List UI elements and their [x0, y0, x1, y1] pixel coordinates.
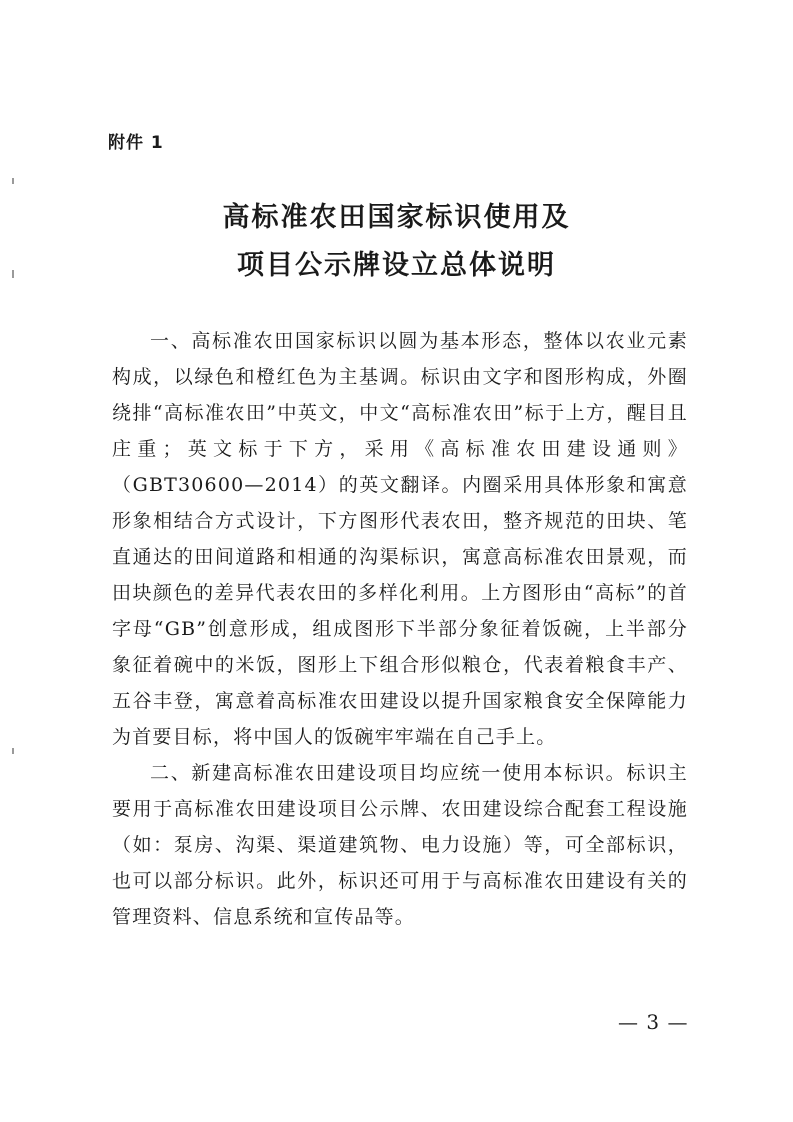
- document-body: [112, 323, 688, 935]
- document-title-line-1: 高标准农田国家标识使用及: [222, 202, 571, 233]
- paragraph-2: 二、新建高标准农田建设项目均应统一使用本标识。标识主要用于高标准农田建设项目公示牌、农田建设综合配套工程设施（如：泵房、沟渠、渠道建筑物、电力设施）等，可全部标识，也可以部分标识。此外，标识还可用于与高标准农田建设有关的管理资料、信息系统和宣传品等。: [112, 762, 688, 928]
- scan-artifact: [12, 748, 14, 754]
- attachment-label: 附件 1: [108, 133, 164, 153]
- document-title-line-2: 项目公示牌设立总体说明: [237, 250, 556, 281]
- paragraph-1: 一、高标准农田国家标识以圆为基本形态，整体以农业元素构成，以绿色和橙红色为主基调。标识由文字和图形构成，外圈绕排“高标准农田”中英文，中文“高标准农田”标于上方，醒目且庄重；英文标于下方，采用《高标准农田建设通则》（GBT30600—2014）的英文翻译。内圈采用具体形象和寓意形象相结合方式设计，下方图形代表农田，整齐规范的田块、笔直通达的田间道路和相通的沟渠标识，寓意高标准农田景观，而田块颜色的差异代表农田的多样化利用。上方图形由“高标”的首字母“GB”创意形成，组成图形下半部分象征着饭碗，上半部分象征着碗中的米饭，图形上下组合形似粮仓，代表着粮食丰产、五谷丰登，寓意着高标准农田建设以提升国家粮食安全保障能力为首要目标，将中国人的饭碗牢牢端在自己手上。: [112, 330, 688, 748]
- page-number: — 3 —: [618, 1010, 689, 1034]
- scan-artifact: [12, 178, 14, 184]
- scan-artifact: [12, 270, 14, 278]
